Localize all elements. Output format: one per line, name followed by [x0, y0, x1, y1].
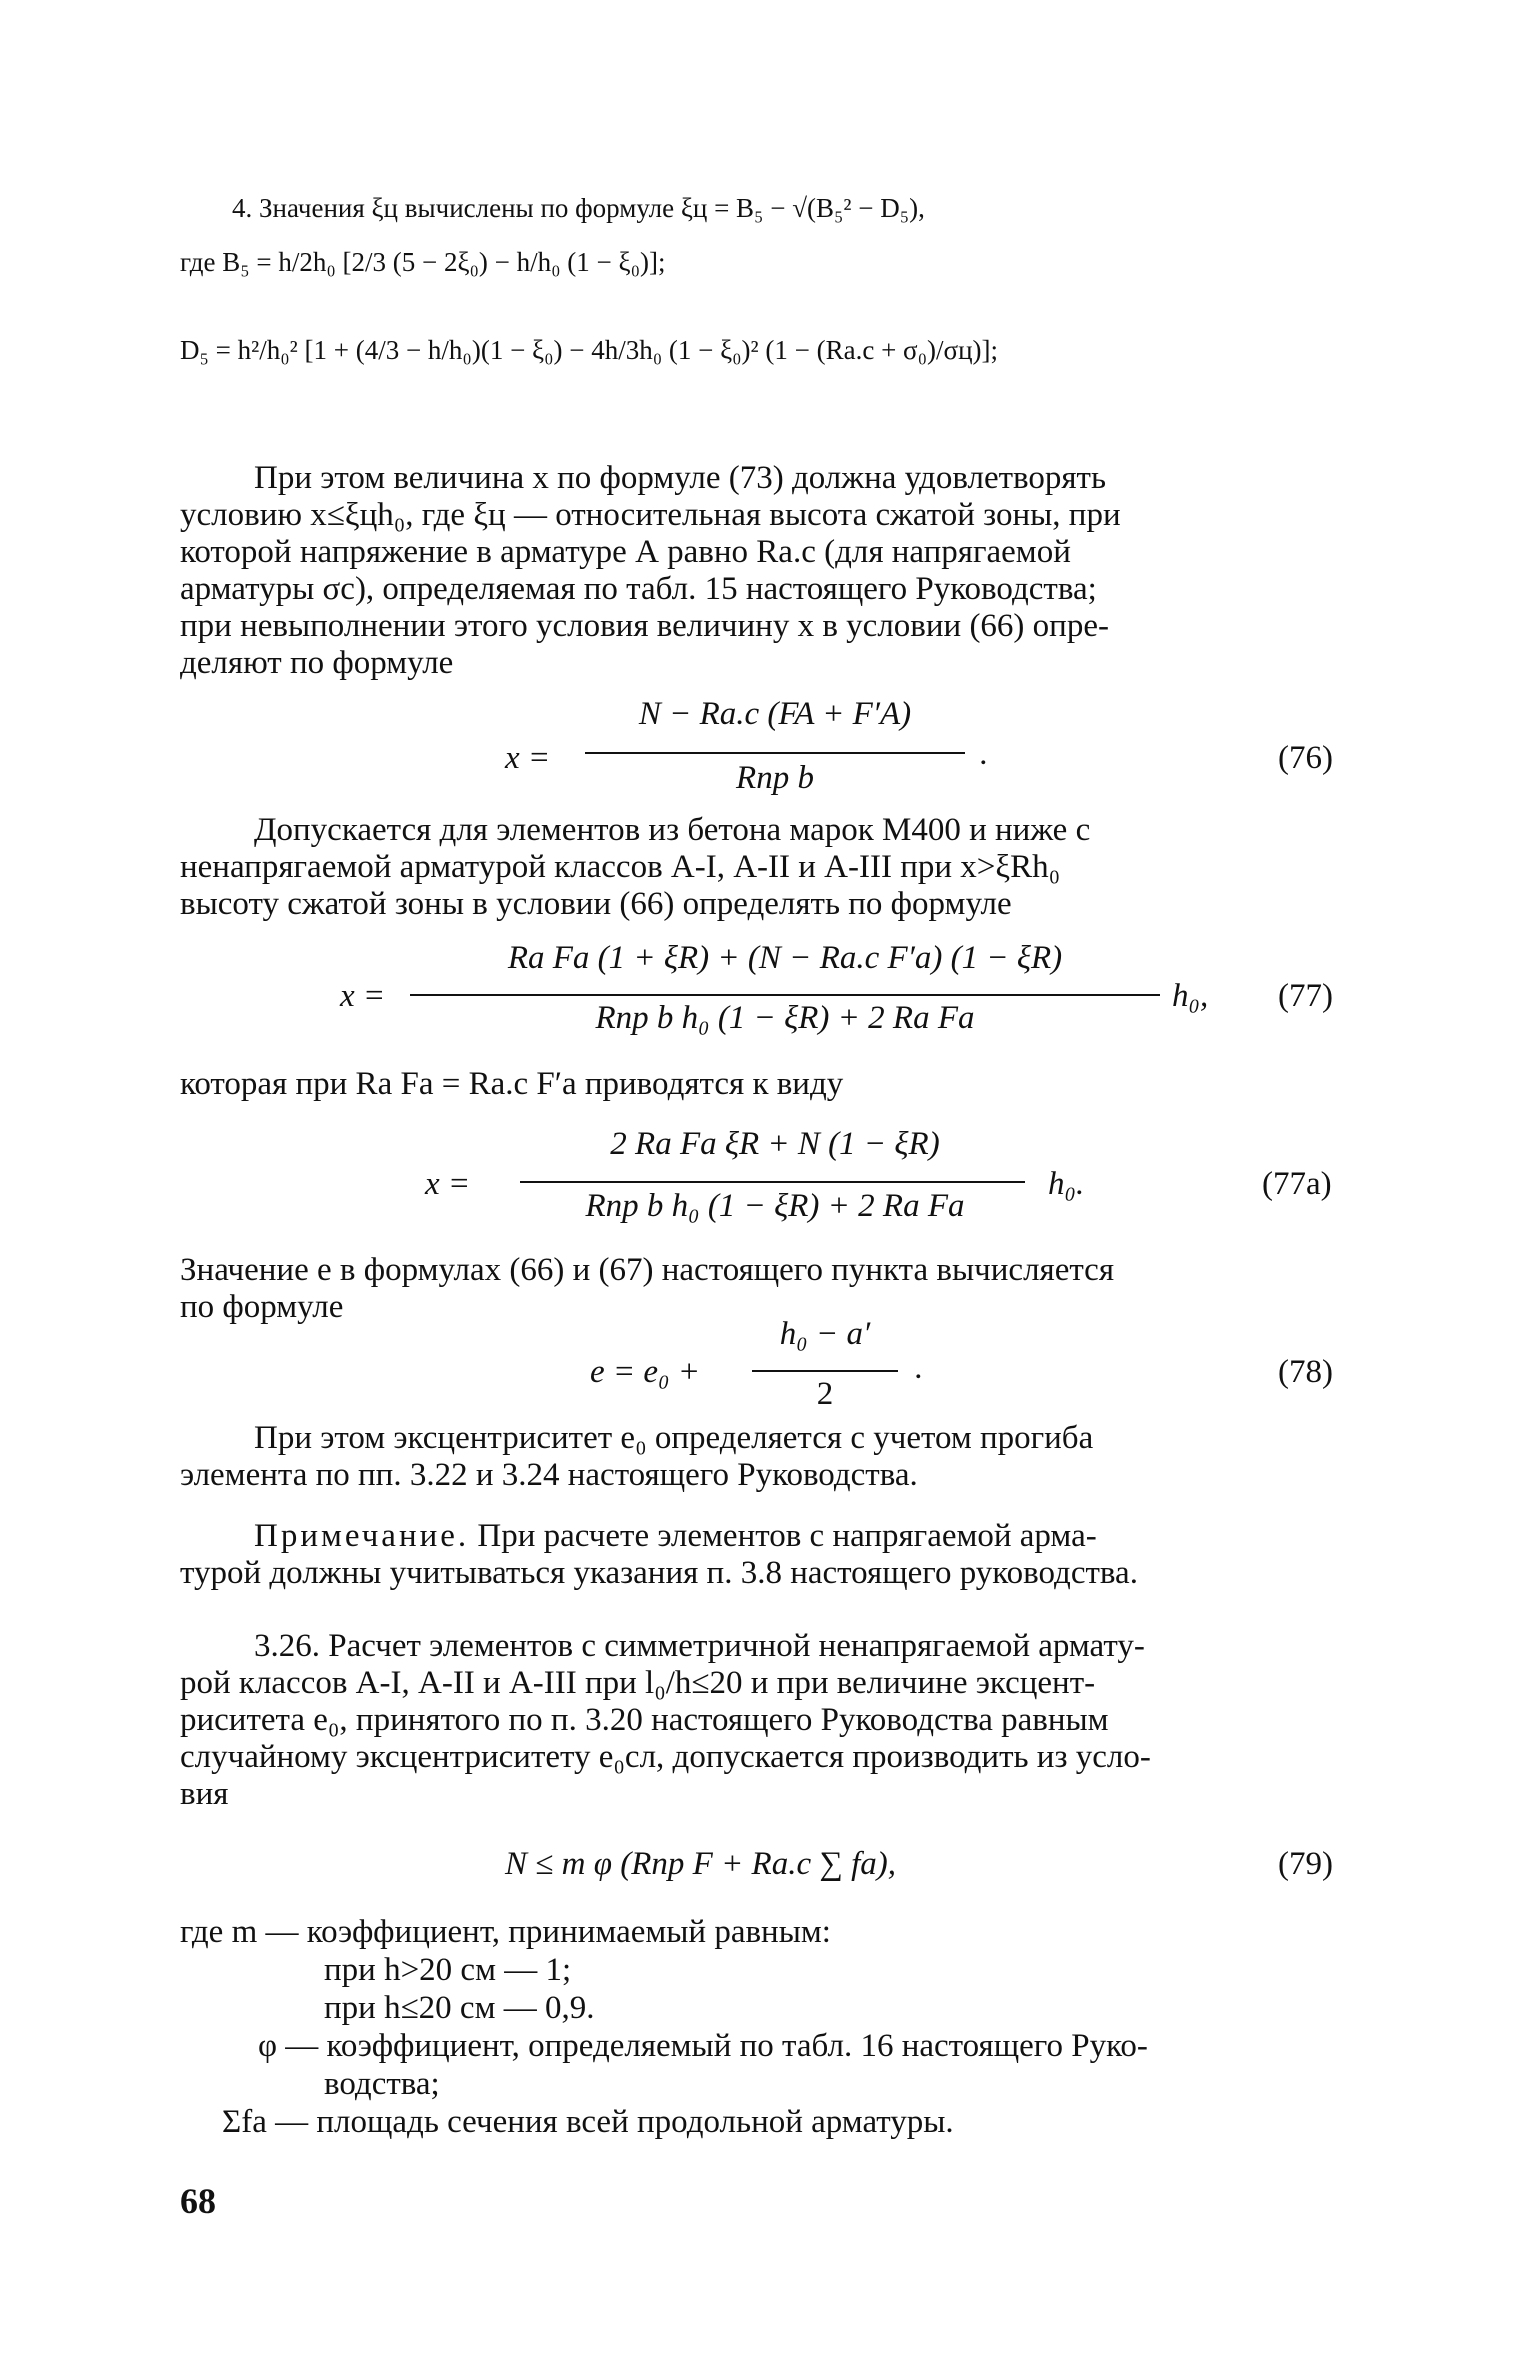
paragraph-2 [180, 812, 1348, 923]
para4-line: по формуле [180, 1289, 344, 1325]
paragraph-4 [180, 1252, 1348, 1326]
para1-line: арматуры σc), определяемая по табл. 15 настоящего Руководства; [180, 571, 1097, 607]
eq76-numerator: N − Ra.c (FA + F′A) [638, 696, 912, 732]
eq76-tail: . [980, 736, 989, 772]
eq77a-lhs: x = [425, 1166, 471, 1202]
paragraph-1 [180, 460, 1348, 682]
eq78-denominator: 2 [816, 1376, 834, 1412]
para2-line: ненапрягаемой арматурой классов А-I, А-II и А-III при x>ξRh₀ [180, 849, 1061, 885]
para6-line: 3.26. Расчет элементов с симметричной ненапрягаемой армату- [254, 1628, 1145, 1664]
para1-line: при невыполнении этого условия величину x в условии (66) опре- [180, 608, 1109, 644]
where-line-1: где m — коэффициент, принимаемый равным: [180, 1914, 831, 1950]
note-label: Примечание. [254, 1518, 470, 1554]
para1-line: условию x≤ξцh₀, где ξц — относительная высота сжатой зоны, при [180, 497, 1121, 533]
para5-line: При этом эксцентриситет e₀ определяется с учетом прогиба [254, 1420, 1094, 1456]
note-line-1 [180, 1518, 1348, 1555]
eq78-numerator: h₀ − a′ [779, 1316, 871, 1352]
eq76-denominator: Rпр b [736, 760, 814, 796]
eq77-tail: h₀, [1172, 978, 1209, 1014]
para1-line: которой напряжение в арматуре А равно Ra.c (для напрягаемой [180, 534, 1071, 570]
eq76-fraction-bar [585, 752, 965, 754]
eq77-fraction-bar [410, 994, 1160, 996]
eq78-number: (78) [1278, 1354, 1333, 1390]
eq77-denominator: Rпр b h₀ (1 − ξR) + 2 Ra Fa [595, 1000, 975, 1036]
note-line-2: турой должны учитываться указания п. 3.8 настоящего руководства. [180, 1555, 1138, 1591]
para5-line: элемента по пп. 3.22 и 3.24 настоящего Руководства. [180, 1457, 918, 1493]
para1-line: деляют по формуле [180, 645, 454, 681]
note4-line3: D₅ = h²/h₀² [1 + (4/3 − h/h₀)(1 − ξ₀) − 4h/3h₀ (1 − ξ₀)² (1 − (Ra.c + σ₀)/σц)]; [180, 335, 999, 365]
page-number: 68 [180, 2181, 216, 2221]
where-line-2: при h>20 см — 1; [324, 1952, 572, 1988]
eq79-body: N ≤ m φ (Rпр F + Ra.c ∑ fa), [505, 1846, 897, 1882]
eq77a-fraction-bar [520, 1181, 1025, 1183]
eq77-lhs: x = [340, 978, 386, 1014]
eq78-lhs: e = e₀ + [590, 1354, 701, 1390]
para2-line: Допускается для элементов из бетона марок М400 и ниже с [254, 812, 1091, 848]
para1-line: При этом величина x по формуле (73) должна удовлетворять [254, 460, 1107, 496]
note4-line2: где B₅ = h/2h₀ [2/3 (5 − 2ξ₀) − h/h₀ (1 − ξ₀)]; [180, 247, 666, 277]
para2-line: высоту сжатой зоны в условии (66) определять по формуле [180, 886, 1012, 922]
section-3-26 [180, 1628, 1348, 1813]
eq77a-denominator: Rпр b h₀ (1 − ξR) + 2 Ra Fa [585, 1188, 965, 1224]
note-block [180, 1518, 1348, 1592]
eq78-tail: . [915, 1350, 924, 1386]
eq78-fraction-bar [752, 1370, 898, 1372]
para6-line: вия [180, 1776, 229, 1812]
para4-line: Значение e в формулах (66) и (67) настоящего пункта вычисляется [180, 1252, 1115, 1288]
where-line-5: водства; [324, 2066, 440, 2102]
where-line-4: φ — коэффициент, определяемый по табл. 16 настоящего Руко- [258, 2028, 1148, 2064]
where-line-3: при h≤20 см — 0,9. [324, 1990, 595, 2026]
eq77a-number: (77а) [1262, 1166, 1332, 1202]
eq79-number: (79) [1278, 1846, 1333, 1882]
paragraph-5 [180, 1420, 1348, 1494]
eq76-number: (76) [1278, 740, 1333, 776]
eq77a-tail: h₀. [1048, 1166, 1085, 1202]
para6-line: риситета e₀, принятого по п. 3.20 настоящего Руководства равным [180, 1702, 1109, 1738]
note-text-1: При расчете элементов с напрягаемой арма- [477, 1518, 1097, 1554]
paragraph-3: которая при Ra Fa = Ra.c F′a приводятся к виду [180, 1066, 844, 1102]
eq76-lhs: x = [505, 740, 551, 776]
para6-line: случайному эксцентриситету e₀сл, допускается производить из усло- [180, 1739, 1151, 1775]
note4-line1: 4. Значения ξц вычислены по формуле ξц = B₅ − √(B₅² − D₅), [232, 193, 925, 223]
eq77-numerator: Ra Fa (1 + ξR) + (N − Ra.c F′a) (1 − ξR) [507, 940, 1063, 976]
eq77-number: (77) [1278, 978, 1333, 1014]
para6-line: рой классов А-I, А-II и А-III при l₀/h≤20 и при величине эксцент- [180, 1665, 1096, 1701]
eq77a-numerator: 2 Ra Fa ξR + N (1 − ξR) [610, 1126, 940, 1162]
where-line-6: Σfa — площадь сечения всей продольной арматуры. [222, 2104, 954, 2140]
